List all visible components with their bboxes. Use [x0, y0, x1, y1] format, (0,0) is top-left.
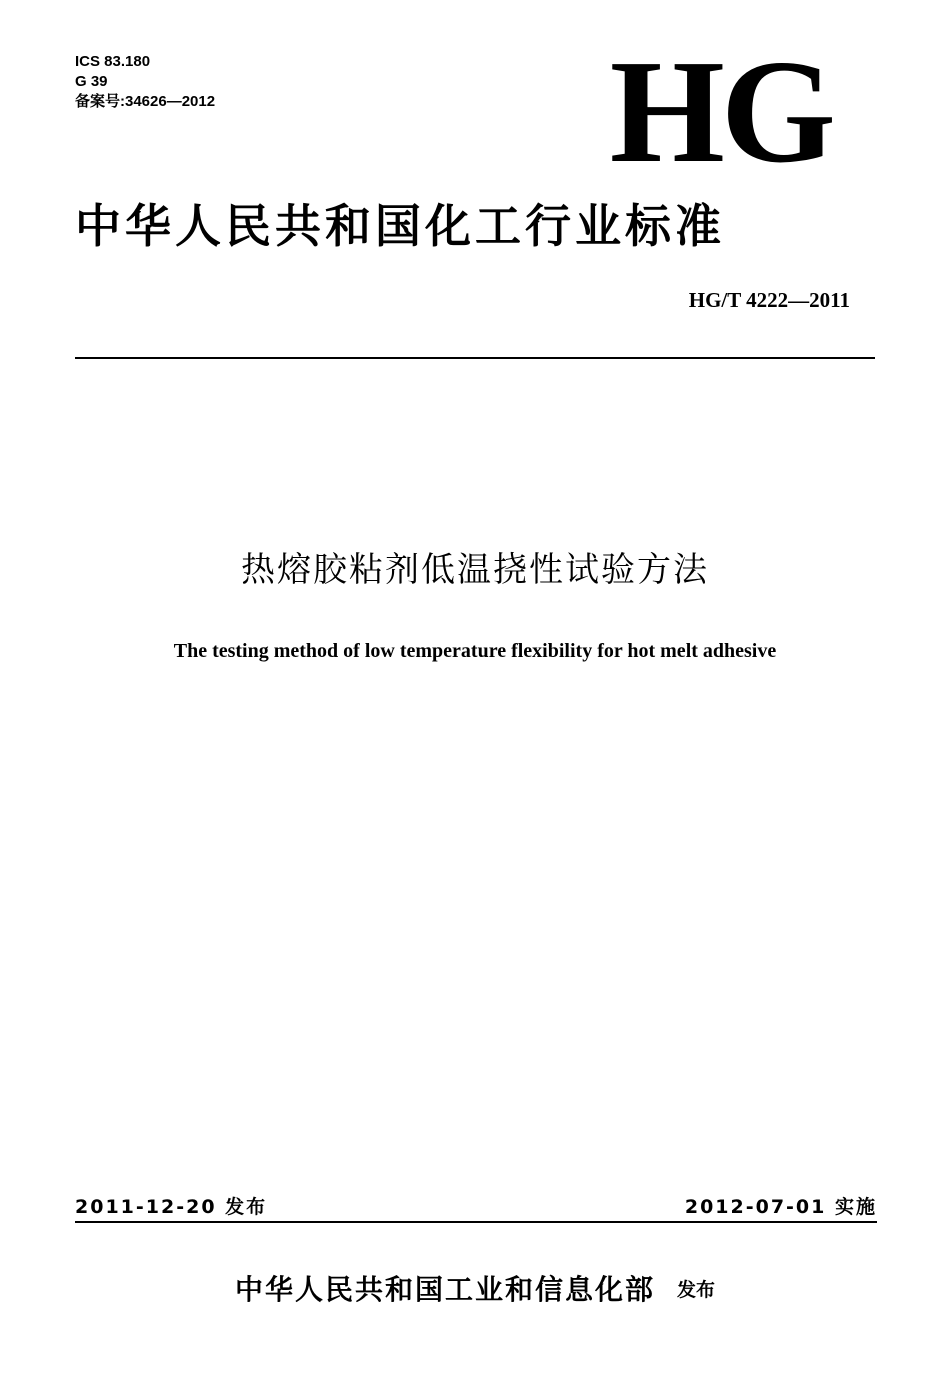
issue-date: 2011-12-20 发布	[75, 1196, 268, 1218]
publisher-name: 中华人民共和国工业和信息化部	[234, 1273, 655, 1306]
top-divider	[75, 357, 875, 359]
industry-standard-title: 中华人民共和国化工行业标准	[75, 199, 725, 253]
bottom-divider	[75, 1221, 877, 1223]
record-number: 备案号:34626—2012	[75, 93, 216, 110]
hg-logo: HG	[609, 30, 832, 194]
document-title-zh: 热熔胶粘剂低温挠性试验方法	[241, 550, 709, 590]
standard-metadata	[75, 52, 215, 112]
ics-code: ICS 83.180	[75, 53, 151, 70]
publisher-line	[0, 1270, 950, 1310]
ccs-code: G 39	[75, 73, 108, 90]
implementation-date: 2012-07-01 实施	[684, 1196, 877, 1218]
publisher-action: 发布	[677, 1279, 716, 1301]
standard-number: HG/T 4222—2011	[688, 288, 850, 312]
document-title-en: The testing method of low temperature flexibility for hot melt adhesive	[173, 640, 777, 662]
